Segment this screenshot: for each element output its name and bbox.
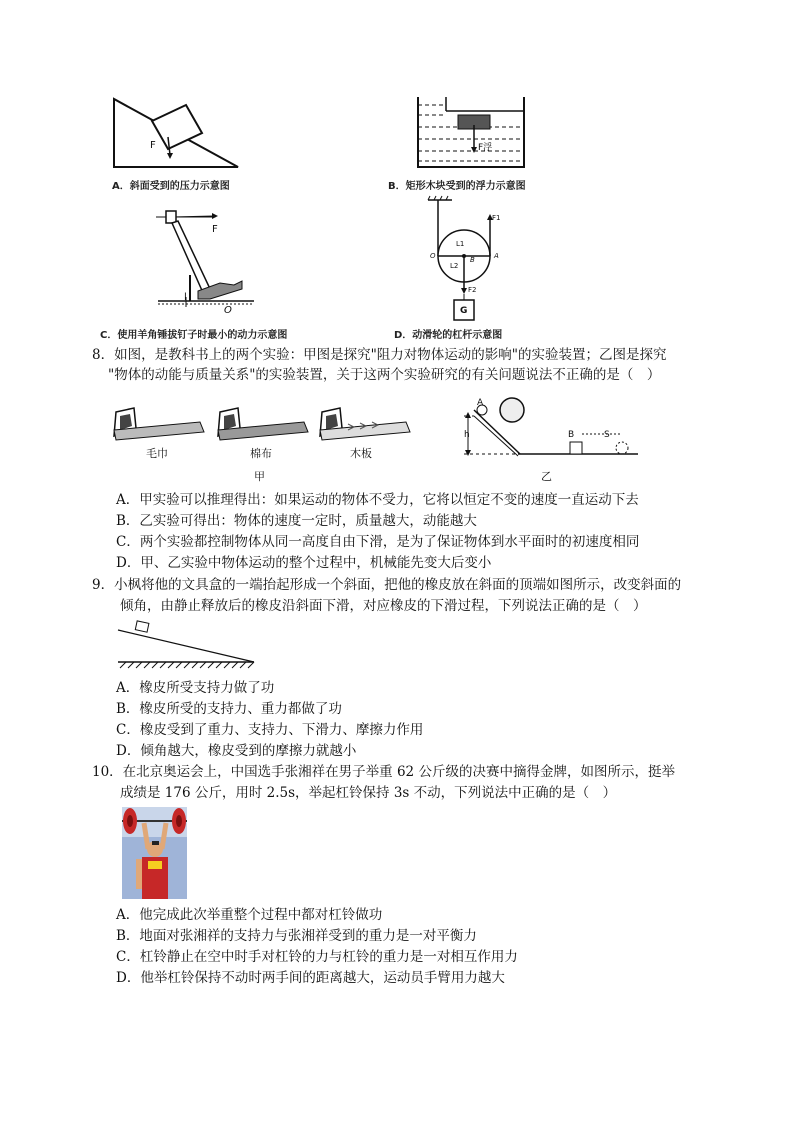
label-d-f1: F1 xyxy=(492,214,501,222)
label-yi: 乙 xyxy=(541,470,552,483)
pivot-label-c: O xyxy=(224,305,232,316)
force-label-c: F xyxy=(212,224,218,235)
figure-c-hammer xyxy=(150,205,260,320)
label-d-a: A xyxy=(494,252,499,260)
force-label-a: F xyxy=(150,140,156,151)
label-jia: 甲 xyxy=(254,470,265,483)
label-d-b: B xyxy=(470,256,475,264)
force-label-b: F浮 xyxy=(478,143,493,153)
q9-option-c: C．橡皮受到了重力、支持力、下滑力、摩擦力作用 xyxy=(116,722,424,738)
ramp-cotton xyxy=(218,408,308,440)
figure-b-floating-block xyxy=(416,95,536,175)
label-yi-h: h xyxy=(464,430,470,440)
q10-option-d: D．他举杠铃保持不动时两手间的距离越大，运动员手臂用力越大 xyxy=(116,970,505,986)
label-d-l1: L1 xyxy=(456,240,465,248)
q9-stem-line1: 9．小枫将他的文具盒的一端抬起形成一个斜面，把他的橡皮放在斜面的顶端如图所示，改变斜面的 xyxy=(92,577,682,593)
q9-option-d: D．倾角越大，橡皮受到的摩擦力就越小 xyxy=(116,743,357,759)
weightlifter-photo xyxy=(122,807,187,899)
q9-stem-line2: 倾角，由静止释放后的橡皮沿斜面下滑，对应橡皮的下滑过程，下列说法正确的是（ ） xyxy=(120,598,647,614)
label-d-o: O xyxy=(430,252,436,260)
label-d-g: G xyxy=(460,306,468,316)
figure-q9-incline xyxy=(114,618,259,670)
q8-stem-line2: "物体的动能与质量关系"的实验装置，关于这两个实验研究的有关问题说法不正确的是（ ） xyxy=(108,367,661,383)
figure-yi-ramp xyxy=(460,392,640,458)
q10-stem-line1: 10．在北京奥运会上，中国选手张湘祥在男子举重 62 公斤级的决赛中摘得金牌，如图所示，挺举 xyxy=(92,764,675,780)
ramp-wood xyxy=(320,408,410,440)
figure-a-incline xyxy=(110,95,250,175)
label-d-f2: F2 xyxy=(468,286,477,294)
q8-option-c: C．两个实验都控制物体从同一高度自由下滑，是为了保证物体到水平面时的初速度相同 xyxy=(116,534,640,550)
ramp-towel xyxy=(114,408,204,440)
q8-stem-line1: 8．如图，是教科书上的两个实验：甲图是探究"阻力对物体运动的影响"的实验装置；乙图是探究 xyxy=(92,347,667,363)
q10-option-c: C．杠铃静止在空中时手对杠铃的力与杠铃的重力是一对相互作用力 xyxy=(116,949,518,965)
label-yi-b: B xyxy=(568,430,575,440)
arm-label-c: l xyxy=(184,292,187,303)
caption-b: B．矩形木块受到的浮力示意图 xyxy=(388,181,526,192)
q8-option-a: A．甲实验可以推理得出：如果运动的物体不受力，它将以恒定不变的速度一直运动下去 xyxy=(116,492,639,508)
q8-option-b: B．乙实验可得出：物体的速度一定时，质量越大，动能越大 xyxy=(116,513,477,529)
q10-stem-line2: 成绩是 176 公斤，用时 2.5s，举起杠铃保持 3s 不动，下列说法中正确的是（ ） xyxy=(120,785,617,801)
q8-option-d: D．甲、乙实验中物体运动的整个过程中，机械能先变大后变小 xyxy=(116,555,492,571)
caption-c: C．使用羊角锤拔钉子时最小的动力示意图 xyxy=(100,330,288,341)
label-yi-s: S xyxy=(604,430,610,440)
label-d-l2: L2 xyxy=(450,262,459,270)
q9-option-b: B．橡皮所受的支持力、重力都做了功 xyxy=(116,701,342,717)
q10-option-b: B．地面对张湘祥的支持力与张湘祥受到的重力是一对平衡力 xyxy=(116,928,477,944)
surface-label-towel: 毛巾 xyxy=(146,447,168,460)
q9-option-a: A．橡皮所受支持力做了功 xyxy=(116,680,275,696)
q10-option-a: A．他完成此次举重整个过程中都对杠铃做功 xyxy=(116,907,383,923)
surface-label-wood: 木板 xyxy=(350,447,372,460)
figure-jia-ramps xyxy=(112,406,412,446)
caption-d: D．动滑轮的杠杆示意图 xyxy=(394,330,503,341)
surface-label-cotton: 棉布 xyxy=(250,447,272,460)
label-yi-a: A xyxy=(477,398,484,408)
caption-a: A．斜面受到的压力示意图 xyxy=(112,181,230,192)
